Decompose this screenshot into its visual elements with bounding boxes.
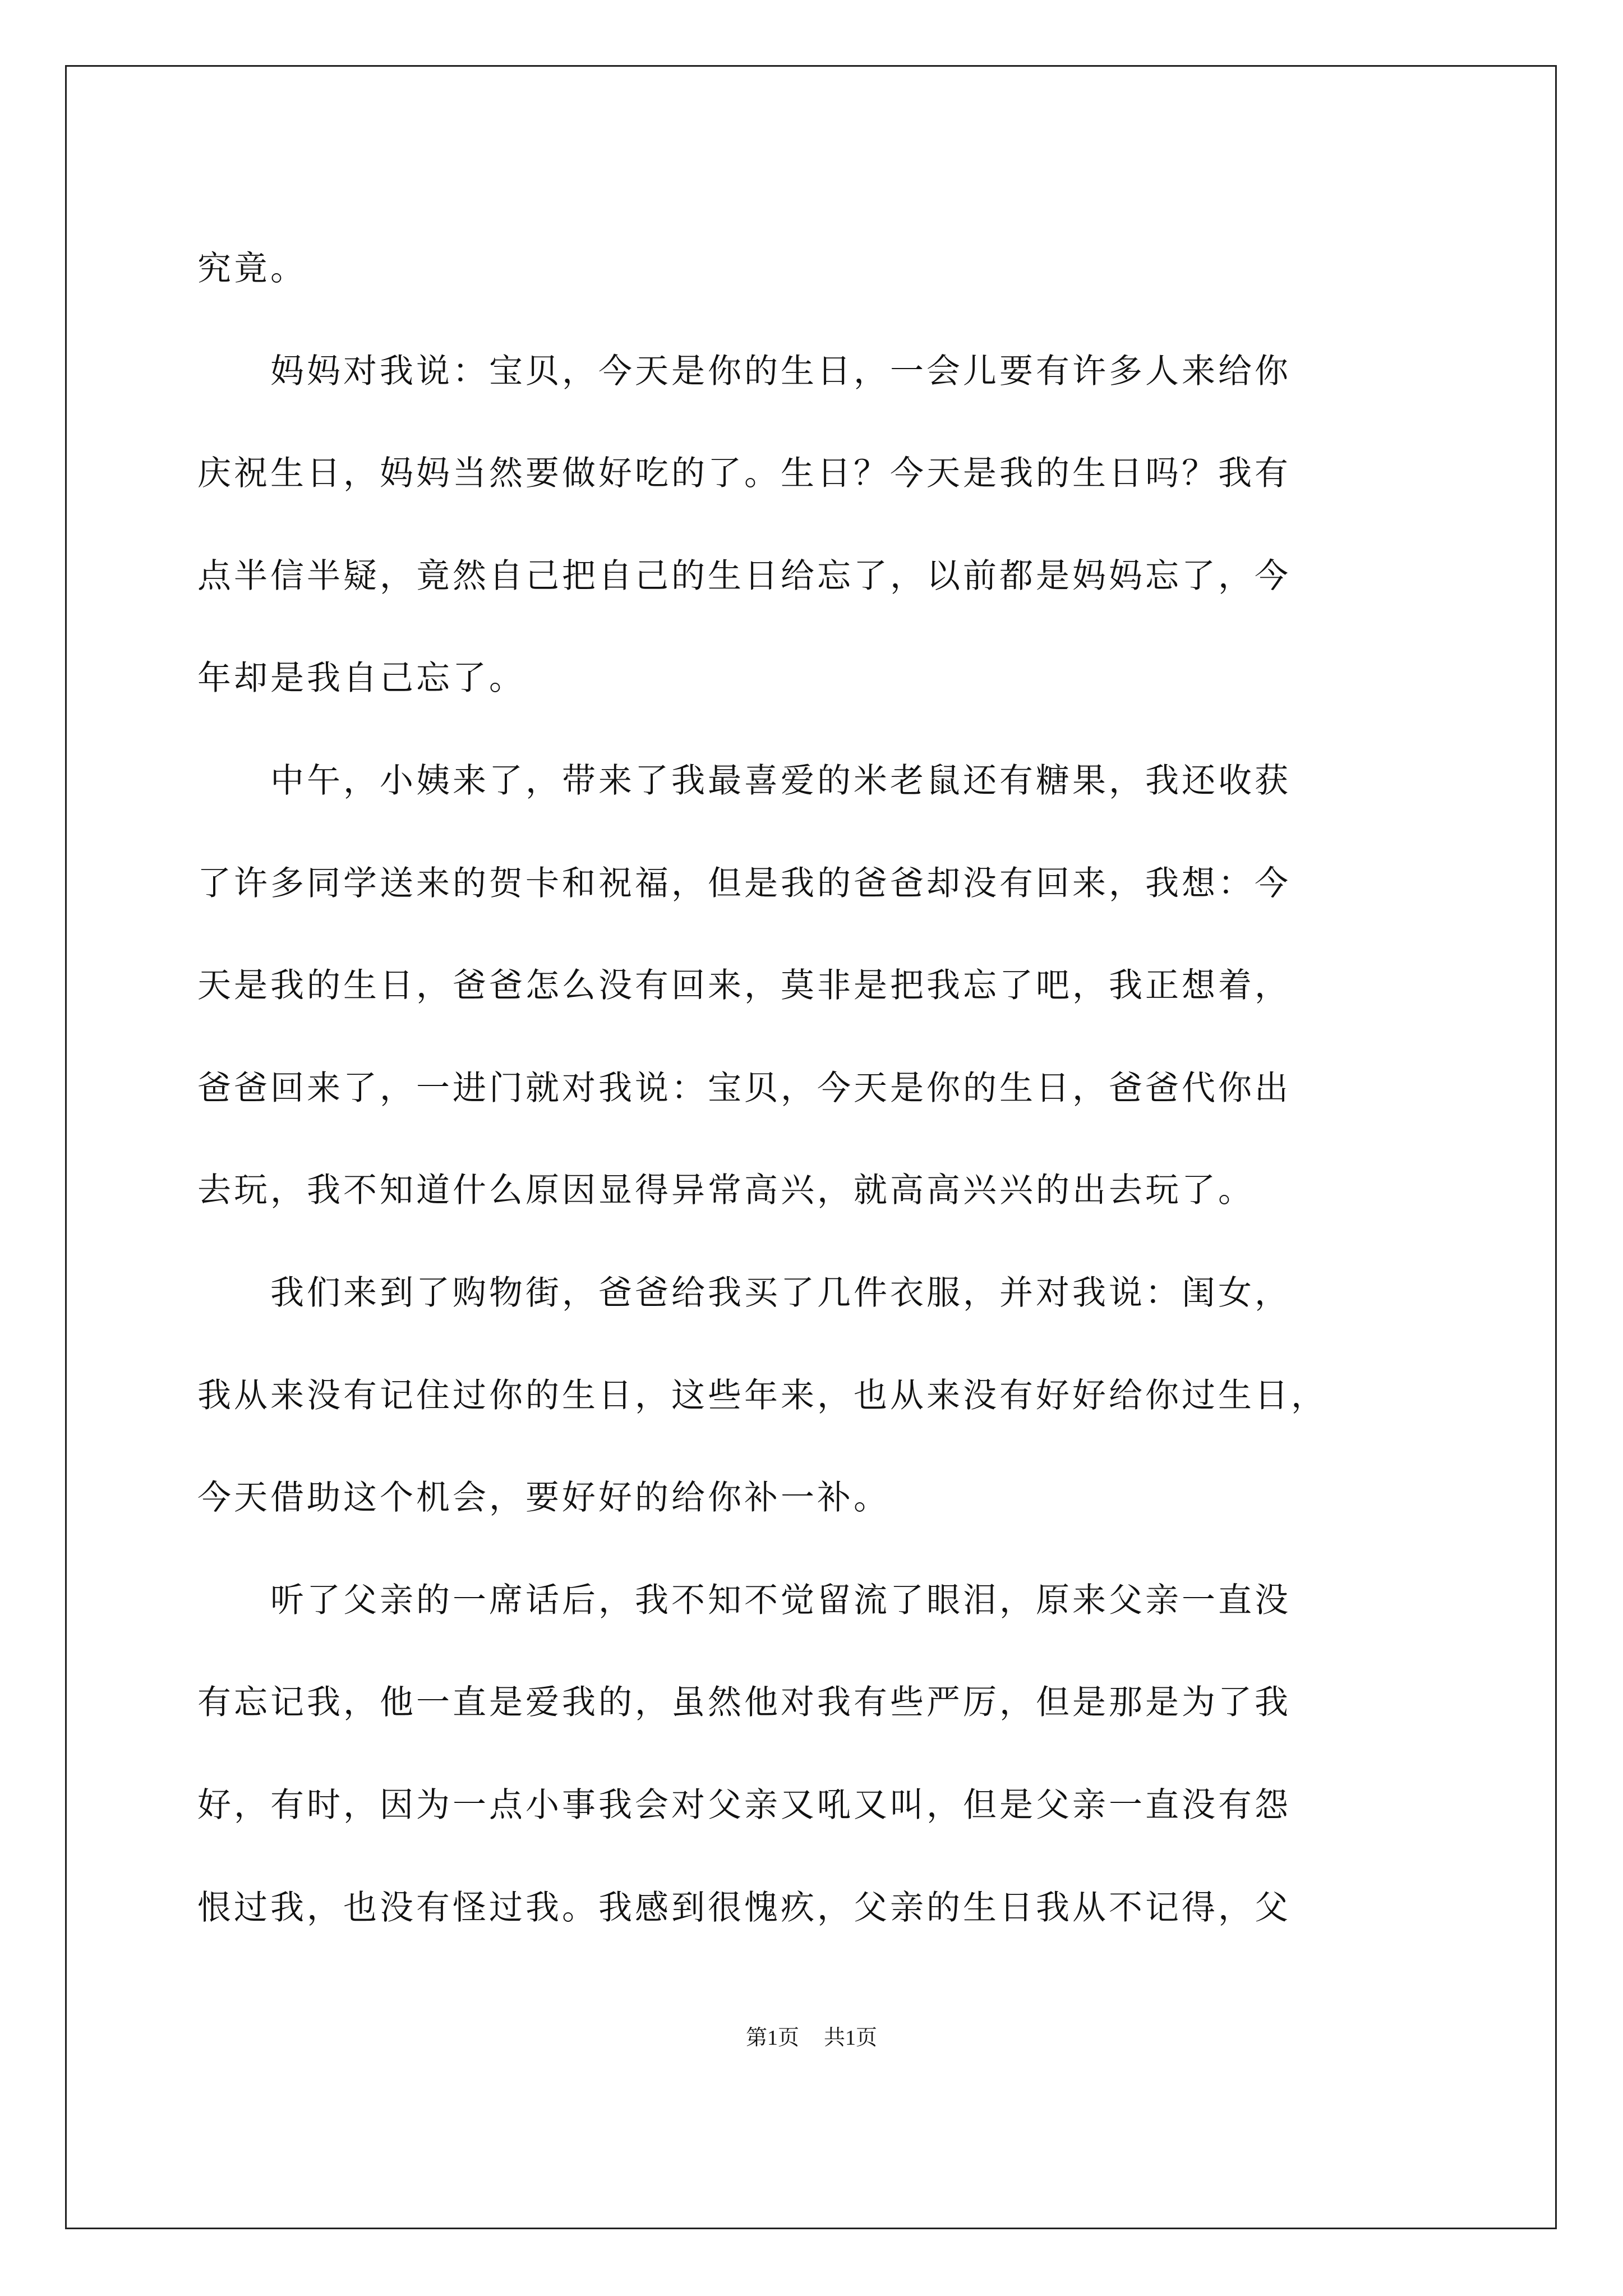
text-line: 有忘记我，他一直是爱我的，虽然他对我有些严厉，但是那是为了我: [197, 1683, 1291, 1723]
text-line: 我们来到了购物街，爸爸给我买了几件衣服，并对我说：闺女，: [197, 1273, 1291, 1313]
text-line: 我从来没有记住过你的生日，这些年来，也从来没有好好给你过生日，: [197, 1375, 1327, 1415]
page-total: 共1页: [824, 2026, 878, 2050]
text-line: 年却是我自己忘了。: [197, 659, 525, 698]
text-line: 今天借助这个机会，要好好的给你补一补。: [197, 1478, 890, 1518]
page-number: 第1页: [745, 2026, 799, 2050]
text-line: 好，有时，因为一点小事我会对父亲又吼又叫，但是父亲一直没有怨: [197, 1785, 1291, 1825]
text-line: 爸爸回来了，一进门就对我说：宝贝，今天是你的生日，爸爸代你出: [197, 1068, 1291, 1108]
text-line: 听了父亲的一席话后，我不知不觉留流了眼泪，原来父亲一直没: [197, 1580, 1291, 1620]
text-line: 天是我的生日，爸爸怎么没有回来，莫非是把我忘了吧，我正想着，: [197, 966, 1291, 1006]
text-line: 点半信半疑，竟然自己把自己的生日给忘了，以前都是妈妈忘了，今: [197, 556, 1291, 596]
text-line: 去玩，我不知道什么原因显得异常高兴，就高高兴兴的出去玩了。: [197, 1171, 1255, 1211]
text-line: 庆祝生日，妈妈当然要做好吃的了。生日？今天是我的生日吗？我有: [197, 454, 1291, 494]
page-footer: [0, 2024, 1623, 2052]
text-line: 妈妈对我说：宝贝，今天是你的生日，一会儿要有许多人来给你: [197, 351, 1291, 391]
text-line: 究竟。: [197, 249, 307, 288]
text-line: 恨过我，也没有怪过我。我感到很愧疚，父亲的生日我从不记得，父: [197, 1888, 1291, 1927]
document-body: [197, 218, 1458, 1959]
text-line: 中午，小姨来了，带来了我最喜爱的米老鼠还有糖果，我还收获: [197, 761, 1291, 800]
text-line: 了许多同学送来的贺卡和祝福，但是我的爸爸却没有回来，我想：今: [197, 863, 1291, 903]
